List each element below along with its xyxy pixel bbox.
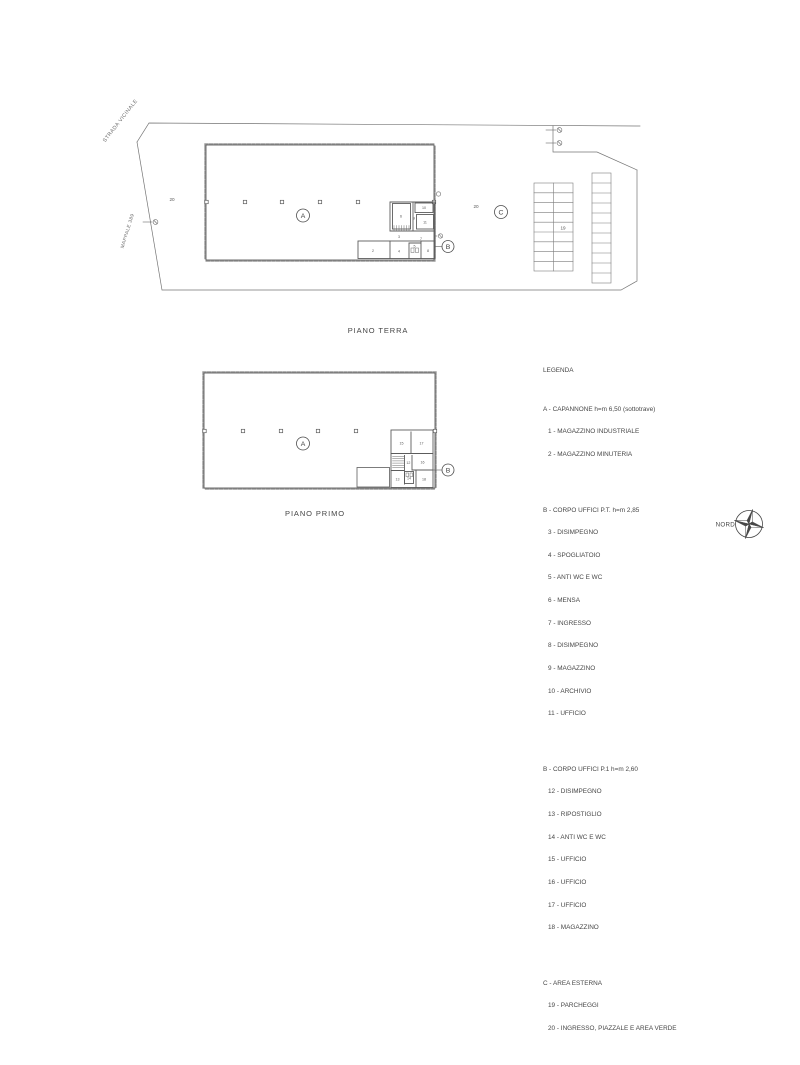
first-floor-title: PIANO PRIMO — [285, 509, 345, 518]
legend-item: 20 - INGRESSO, PIAZZALE E AREA VERDE — [548, 1024, 677, 1032]
office-b-label-first: B — [445, 467, 451, 475]
legend-header: A - CAPANNONE h=m 6,50 (sottotrave) — [543, 405, 656, 413]
room-label: 11 — [423, 220, 427, 225]
legend-item: 11 - UFFICIO — [548, 710, 586, 718]
room-label: 7 — [420, 237, 422, 241]
legend-item: 2 - MAGAZZINO MINUTERIA — [548, 451, 633, 459]
room-label: 16 — [420, 460, 425, 465]
compass-star-icon — [731, 506, 767, 542]
legend-header: B - CORPO UFFICI P.1 h=m 2,60 — [543, 765, 638, 773]
legend-item: 4 - SPOGLIATOIO — [548, 551, 601, 559]
room-label: 6 — [400, 214, 402, 219]
hall-a-label-ground: A — [300, 213, 306, 220]
legend-item: 1 - MAGAZZINO INDUSTRIALE — [548, 428, 640, 436]
room-label: 8 — [427, 249, 429, 253]
legend-item: 12 - DISIMPEGNO — [548, 788, 602, 796]
area-20-label-left: 20 — [169, 197, 175, 202]
room-label: 9 — [413, 216, 415, 221]
legend-header: C - AREA ESTERNA — [543, 979, 602, 987]
legend-item: 7 - INGRESSO — [548, 619, 591, 627]
room-label: 12 — [406, 461, 411, 465]
north-compass — [705, 498, 785, 550]
legend-item: 15 - UFFICIO — [548, 856, 587, 864]
legend-item: 17 - UFFICIO — [548, 901, 587, 909]
legend-group-area-esterna — [543, 965, 677, 1048]
room-label: 4 — [398, 249, 400, 254]
room-label: 14 — [407, 476, 411, 481]
legend-title: LEGENDA — [543, 367, 574, 375]
legend-item: 3 - DISIMPEGNO — [548, 529, 599, 537]
room-label: 18 — [422, 477, 426, 482]
room-label: 2 — [372, 249, 374, 253]
area-c-label: C — [498, 209, 504, 217]
parking-grid — [534, 173, 611, 283]
legend-item: 14 - ANTI WC E WC — [548, 833, 606, 841]
room-label: 15 — [399, 441, 404, 446]
legend-item: 5 - ANTI WC E WC — [548, 574, 603, 582]
room-label: 13 — [395, 477, 400, 482]
hall-a-label-first: A — [300, 441, 306, 448]
nord-label: NORD — [715, 521, 735, 529]
ground-floor-hall — [205, 145, 436, 260]
legend-item: 10 - ARCHIVIO — [548, 687, 592, 695]
legend-item: 13 - RIPOSTIGLIO — [548, 811, 602, 818]
legend-item: 19 - PARCHEGGI — [548, 1002, 599, 1010]
room-label: 17 — [419, 441, 424, 446]
room-label: 3 — [398, 235, 400, 239]
legend-item: 9 - MAGAZZINO — [548, 665, 596, 673]
parcel-number-label: MAPPALE 389 — [120, 213, 136, 250]
legend-group-uffici-pt — [543, 491, 677, 733]
legend-group-uffici-p1 — [543, 751, 677, 947]
legend-item: 16 - UFFICIO — [548, 878, 587, 886]
legend — [543, 352, 677, 1065]
road-name-label: STRADA VICINALE — [102, 98, 140, 144]
legend-item: 18 - MAGAZZINO — [548, 924, 599, 932]
office-b-label-ground: B — [445, 244, 451, 251]
area-20-label-right: 20 — [473, 204, 479, 209]
room-label: 5 — [413, 244, 416, 249]
parking-19-label: 19 — [560, 225, 566, 231]
room-label: 10 — [422, 206, 426, 210]
legend-item: 6 - MENSA — [548, 597, 580, 605]
legend-group-capannone — [543, 391, 677, 474]
ground-floor-title: PIANO TERRA — [347, 326, 409, 335]
legend-item: 8 - DISIMPEGNO — [548, 642, 599, 650]
legend-header: B - CORPO UFFICI P.T. h=m 2,85 — [543, 506, 640, 514]
